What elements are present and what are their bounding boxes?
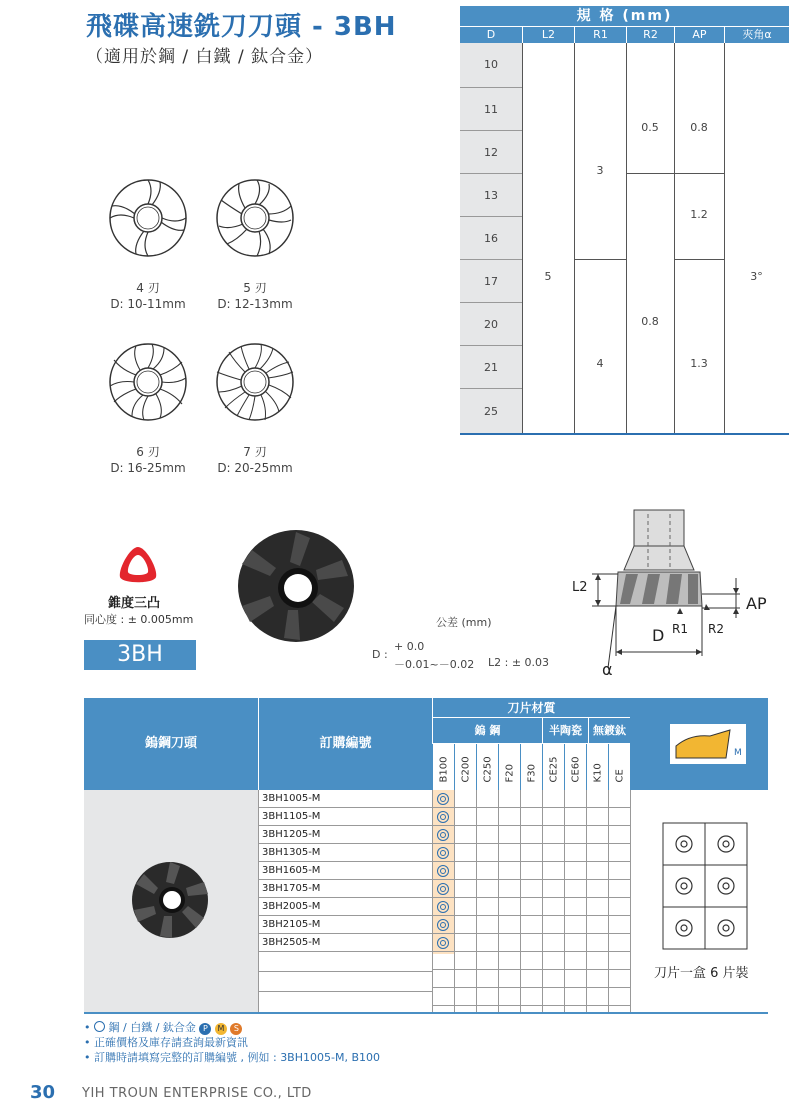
col-l2: L2 — [522, 27, 574, 43]
cutter-photo — [230, 526, 360, 646]
group-uncoated: 無鍍鈦 — [588, 718, 630, 744]
tooth-label — [108, 444, 188, 476]
s-badge: S — [230, 1023, 242, 1035]
insert-shape-label: M — [734, 748, 742, 758]
grid-line — [674, 43, 675, 433]
order-row: 3BH2005-M — [258, 898, 432, 916]
tooth-range: D: 16-25mm — [110, 461, 186, 475]
group-carbide: 鎢 鋼 — [432, 718, 542, 744]
note-item: • 訂購時請填寫完整的訂購編號 , 例如 : 3BH1005-M, B100 — [84, 1051, 380, 1064]
m-badge: M — [215, 1023, 227, 1035]
order-row-empty — [258, 972, 432, 992]
grid-line — [522, 43, 523, 433]
ap-value: 1.3 — [690, 357, 708, 370]
tooth-range: D: 20-25mm — [217, 461, 293, 475]
col-r2: R2 — [626, 27, 674, 43]
grid-line — [454, 790, 455, 1012]
tooth-range: D: 12-13mm — [217, 297, 293, 311]
spec-table-title: 規 格 (mm) — [460, 6, 789, 26]
r1-value: 4 — [596, 357, 604, 370]
group-cermet: 半陶瓷 — [542, 718, 588, 744]
note-item: • 鋼 / 白鐵 / 鈦合金 P M S — [84, 1020, 380, 1035]
order-row: 3BH1705-M — [258, 880, 432, 898]
tooth-flutes: 7 刃 — [243, 445, 267, 459]
grade-header: CE — [608, 744, 630, 790]
tooth-flutes: 5 刃 — [243, 281, 267, 295]
company-name: YIH TROUN ENTERPRISE CO., LTD — [82, 1086, 312, 1101]
diagram-r1-label: R1 — [672, 622, 688, 636]
diagram-r2-label: R2 — [708, 622, 724, 636]
r2-value: 0.5 — [641, 121, 659, 134]
diagram-ap-label: AP — [746, 594, 767, 613]
col-r1: R1 — [574, 27, 626, 43]
spec-table-header — [460, 26, 789, 43]
ap-value: 1.2 — [690, 208, 708, 221]
grid-line — [498, 790, 499, 1012]
tooth-flutes: 4 刃 — [136, 281, 160, 295]
col-angle: 夾角α — [724, 27, 789, 43]
grid-line — [724, 43, 725, 433]
grade-header: CE60 — [564, 744, 586, 790]
grid-line — [476, 790, 477, 1012]
ap-value: 0.8 — [690, 121, 708, 134]
five-flute-icon — [215, 178, 295, 258]
grid-line — [630, 790, 631, 1012]
table-bottom-rule — [84, 1012, 768, 1014]
grid-line — [542, 790, 543, 1012]
d-row: 20 — [460, 302, 522, 345]
grid-line — [432, 790, 433, 1012]
l2-value: 5 — [544, 270, 552, 283]
grid-line — [564, 790, 565, 1012]
available-mark — [437, 883, 449, 895]
spec-table — [460, 6, 789, 435]
box-quantity-label: 刀片一盒 6 片裝 — [654, 966, 749, 981]
order-row-empty — [258, 952, 432, 972]
p-badge: P — [199, 1023, 211, 1035]
insert-shape-icon — [670, 724, 746, 764]
note-item: • 正確價格及庫存請查詢最新資訊 — [84, 1036, 248, 1049]
tolerance-lower: －0.01~－0.02 — [394, 658, 475, 671]
tri-lobe-icon — [116, 545, 160, 585]
d-row: 13 — [460, 173, 522, 216]
d-row: 21 — [460, 345, 522, 388]
order-row: 3BH2105-M — [258, 916, 432, 934]
d-row: 11 — [460, 87, 522, 130]
model-badge: 3BH — [84, 640, 196, 670]
available-mark — [437, 847, 449, 859]
four-flute-icon — [108, 178, 188, 258]
r2-value: 0.8 — [641, 315, 659, 328]
d-row: 17 — [460, 259, 522, 302]
order-row: 3BH1605-M — [258, 862, 432, 880]
note-order: 訂購時請填寫完整的訂購編號 , 例如 : 3BH1005-M, B100 — [94, 1051, 380, 1064]
tolerance-title: 公差 (mm) — [436, 616, 492, 629]
order-row: 3BH1105-M — [258, 808, 432, 826]
cutter-photo-small — [128, 858, 212, 942]
tooth-range: D: 10-11mm — [110, 297, 186, 311]
grid-line — [626, 173, 674, 174]
grade-header: CE25 — [542, 744, 564, 790]
code-column-header: 訂購編號 — [258, 698, 432, 790]
available-mark — [437, 937, 449, 949]
d-row: 16 — [460, 216, 522, 259]
order-row-empty — [258, 992, 432, 1012]
tooth-flutes: 6 刃 — [136, 445, 160, 459]
col-d: D — [486, 28, 496, 41]
insert-box-icon — [662, 822, 748, 950]
grade-header: F30 — [520, 744, 542, 790]
diagram-d-label: D — [652, 626, 665, 645]
d-row: 12 — [460, 130, 522, 173]
grade-header: C250 — [476, 744, 498, 790]
grid-line — [674, 259, 724, 260]
grid-line — [574, 259, 626, 260]
grid-line — [608, 790, 609, 1012]
r1-value: 3 — [596, 164, 604, 177]
notes — [84, 1020, 380, 1065]
grid-line — [586, 790, 587, 1012]
diagram-alpha-label: α — [602, 660, 613, 679]
grade-header: C200 — [454, 744, 476, 790]
available-mark — [437, 793, 449, 805]
note-price: 正確價格及庫存請查詢最新資訊 — [94, 1036, 248, 1049]
six-flute-icon — [108, 342, 188, 422]
page-number: 30 — [30, 1082, 56, 1103]
available-mark — [437, 919, 449, 931]
page-title: 飛碟高速銑刀刀頭 - 3BH — [86, 12, 397, 42]
grade-header: F20 — [498, 744, 520, 790]
tooth-label — [210, 280, 300, 312]
available-mark — [437, 865, 449, 877]
page-subtitle: （適用於鋼 / 白鐵 / 鈦合金） — [86, 47, 324, 67]
available-mark — [437, 829, 449, 841]
grade-header: B100 — [432, 744, 454, 790]
grid-line — [626, 43, 627, 433]
order-row: 3BH2505-M — [258, 934, 432, 952]
order-row: 3BH1305-M — [258, 844, 432, 862]
available-mark — [437, 811, 449, 823]
grade-header: K10 — [586, 744, 608, 790]
tolerance-d-label: D : — [372, 648, 388, 661]
grade-grid — [432, 790, 630, 1012]
concentricity-text: 同心度 : ± 0.005mm — [84, 613, 194, 626]
grid-line — [674, 173, 724, 174]
available-mark — [437, 901, 449, 913]
grid-line — [258, 790, 259, 1012]
seven-flute-icon — [215, 342, 295, 422]
grid-line — [574, 43, 575, 433]
grid-line — [520, 790, 521, 1012]
tolerance-upper: + 0.0 — [394, 640, 425, 653]
available-mark-legend-icon — [94, 1021, 105, 1032]
d-row: 10 — [484, 58, 498, 71]
note-materials: 鋼 / 白鐵 / 鈦合金 — [108, 1021, 196, 1034]
material-header: 刀片材質 — [432, 698, 630, 718]
tooth-label — [210, 444, 300, 476]
angle-value: 3° — [750, 270, 763, 283]
order-row: 3BH1005-M — [258, 790, 432, 808]
spec-table-body — [460, 43, 789, 435]
tri-lobe-label: 錐度三凸 — [108, 596, 161, 611]
tolerance-l2: L2 : ± 0.03 — [488, 656, 550, 669]
order-row: 3BH1205-M — [258, 826, 432, 844]
d-row: 25 — [460, 388, 522, 433]
diagram-l2-label: L2 — [572, 580, 588, 595]
tooth-label — [108, 280, 188, 312]
product-column-header: 鎢鋼刀頭 — [144, 736, 197, 751]
col-ap: AP — [674, 27, 724, 43]
